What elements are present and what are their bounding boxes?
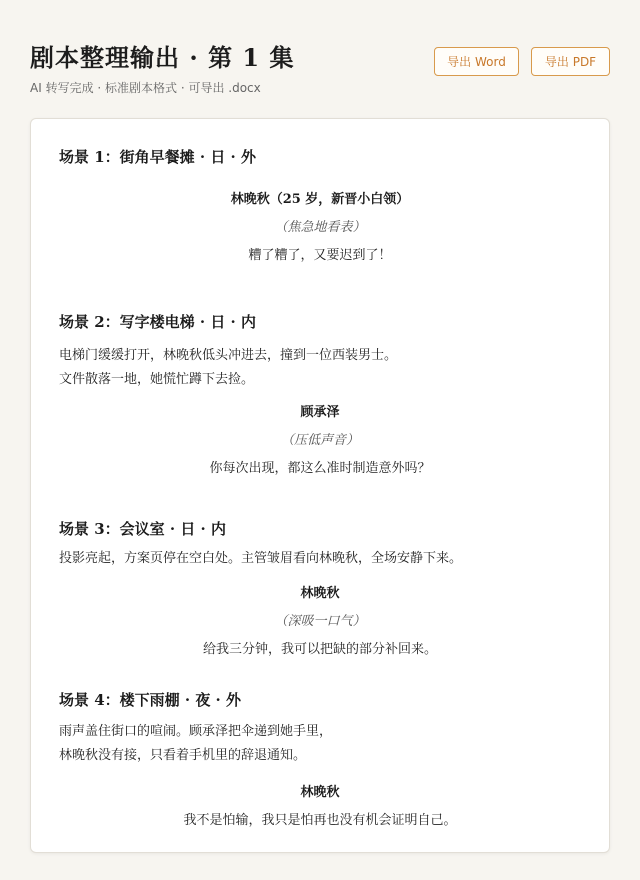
scene-heading: 场景 3：会议室 · 日 · 内 <box>59 520 226 538</box>
character-name: 林晚秋 <box>300 586 340 601</box>
page-header <box>0 0 640 110</box>
export-word-button[interactable]: 导出 Word <box>434 47 519 76</box>
action-line: 雨声盖住街口的喧闹。顾承泽把伞递到她手里， <box>59 724 333 739</box>
action-line: 投影亮起，方案页停在空白处。主管皱眉看向林晚秋，全场安静下来。 <box>59 551 463 566</box>
scene-4 <box>59 688 581 832</box>
page-title: 剧本整理输出 · 第 1 集 <box>30 43 295 72</box>
scene-heading: 场景 1：街角早餐摊 · 日 · 外 <box>59 148 256 166</box>
scene-heading: 场景 2：写字楼电梯 · 日 · 内 <box>59 313 256 331</box>
parenthetical: （深吸一口气） <box>274 614 366 629</box>
dialogue-line: 给我三分钟，我可以把缺的部分补回来。 <box>202 642 437 657</box>
scene-3 <box>59 517 581 661</box>
dialogue-line: 我不是怕输，我只是怕再也没有机会证明自己。 <box>183 813 457 828</box>
parenthetical: （压低声音） <box>280 433 359 448</box>
scene-heading: 场景 4：楼下雨棚 · 夜 · 外 <box>59 691 241 709</box>
character-name: 林晚秋（25 岁，新晋小白领） <box>230 192 410 207</box>
action-line: 电梯门缓缓打开，林晚秋低头冲进去，撞到一位西装男士。 <box>59 348 398 363</box>
action-line: 文件散落一地，她慌忙蹲下去捡。 <box>59 372 255 387</box>
parenthetical: （焦急地看表） <box>274 220 366 235</box>
dialogue-line: 糟了糟了，又要迟到了！ <box>248 248 392 263</box>
scene-1 <box>59 145 581 267</box>
dialogue-line: 你每次出现，都这么准时制造意外吗？ <box>209 461 431 476</box>
page-subtitle: AI 转写完成 · 标准剧本格式 · 可导出 .docx <box>30 81 261 95</box>
character-name: 林晚秋 <box>300 785 340 800</box>
scene-2 <box>59 310 581 480</box>
action-line: 林晚秋没有接，只看着手机里的辞退通知。 <box>59 748 307 763</box>
character-name: 顾承泽 <box>300 405 340 420</box>
script-card <box>30 118 610 853</box>
export-pdf-button[interactable]: 导出 PDF <box>531 47 610 76</box>
